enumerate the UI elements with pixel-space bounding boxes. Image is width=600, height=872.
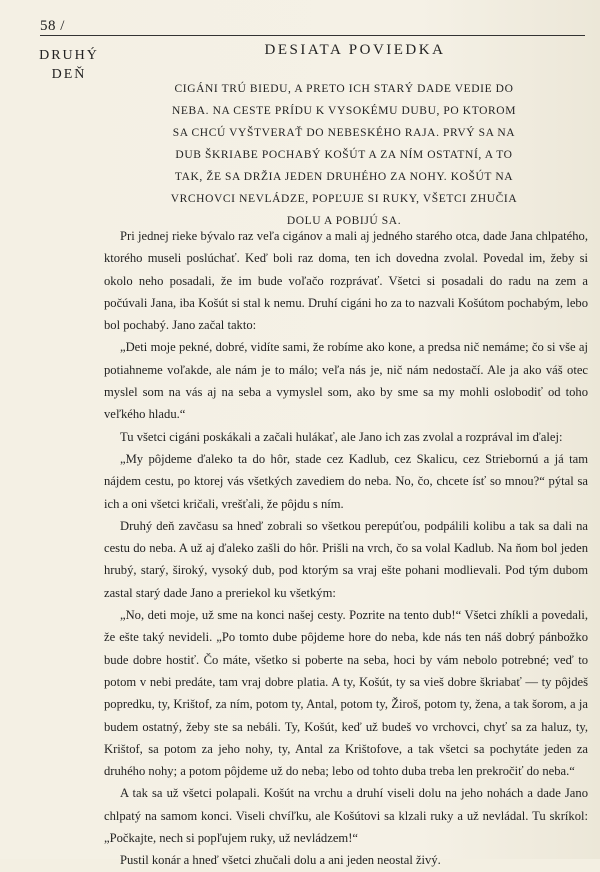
paragraph: Pustil konár a hneď všetci zhučali dolu a ani jeden neostal živý. — [120, 853, 441, 868]
paragraph: A tak sa už všetci polapali. Košút na vrchu a druhí viseli dolu na jeho nohách a dade Jano chlpatý na samom konci. Viseli chvíľku, ale Košútovi sa klzali ruky a už nevládal. Tu skríkol: „Počkajte, nech si popľujem ruky, už nevládzem!“ — [104, 786, 588, 846]
day-heading — [34, 46, 104, 84]
paragraph: „My pôjdeme ďaleko ta do hôr, stade cez Kadlub, cez Skalicu, cez Striebornú a já tam nájdem cestu, po ktorej vás všetkých zavediem do neba. No, čo, chcete ísť so mnou?“ pýtal sa ich a oni všetci kričali, vrešťali, že pôjdu s ním. — [104, 451, 588, 511]
story-title: DESIATA POVIEDKA — [264, 42, 446, 58]
paragraph: „Deti moje pekné, dobré, vidíte sami, že robíme ako kone, a predsa nič nemáme; čo si vše aj potiahneme voľakde, ale nám je to málo; veľa nás je, nič nám nedostačí. Ale ja ako váš otec myslel som na vás aj na seba a vymyslel som, ako by sme sa my mohli oslobodiť od toho veľkého hladu.“ — [104, 340, 588, 422]
day-heading-line-1: DRUHÝ — [39, 48, 99, 63]
paragraph: Pri jednej rieke bývalo raz veľa cigánov a mali aj jedného starého otca, dade Jana chlpatého, ktorého museli poslúchať. Keď boli raz doma, ten ich dovedna zvolal. Povedal im, žeby si okolo neho posadali, že im bude voľačo rozprávať. Všetci si posadali do radu na zem a počúvali Jana, iba Košút si stal k nemu. Druhí cigáni ho za to nazvali Košútom pochabým, lebo bol pochabý. Jano začal takto: — [104, 229, 588, 333]
paragraph: Druhý deň zavčasu sa hneď zobrali so všetkou perepúťou, podpálili kolibu a tak sa dali na cestu do neba. A už aj ďaleko zašli do hôr. Prišli na vrch, čo sa volal Kadlub. Na ňom bol jeden hrubý, starý, široký, vysoký dub, pod ktorým sa vraj ešte pohani modlievali. Pod tým dubom zastal starý dade Jano a preriekol ku všetkým: — [104, 518, 588, 600]
story-body — [104, 225, 588, 872]
header-rule — [40, 35, 585, 36]
page-number: 58 / — [40, 18, 65, 34]
paragraph: Tu všetci cigáni poskákali a začali hulákať, ale Jano ich zas zvolal a rozprával im ďalej: — [120, 429, 563, 444]
paragraph: „No, deti moje, už sme na konci našej cesty. Pozrite na tento dub!“ Všetci zhíkli a povedali, že ešte taký nevideli. „Po tomto dube pôjdeme hore do neba, kde nás ten náš dobrý pánbožko bude dobre hostiť. Čo máte, všetko si poberte na seba, hoci by vám nebolo potrebné; veď to potom v nebi predáte, tam vraj dobre platia. A ty, Košút, ty sa vieš dobre škriabať — ty pôjdeš popredku, ty, Krištof, za ním, potom ty, Antal, potom ty, Žiroš, potom ty, žena, a tak šorom, a ja budem ostatný, žeby ste sa nebáli. Ty, Košút, keď už budeš vo vrchovci, chyť sa za haluz, ty, Krištof, sa potom za jeho nohy, ty, Antal za Krištofove, a tak všetci sa pochytáte jeden za druhého nohy; a potom pôjdeme už do neba; lebo od tohto duba treba len prekročiť do neba.“ — [104, 608, 588, 779]
day-heading-line-2: DEŇ — [51, 67, 87, 82]
story-summary: CIGÁNI TRÚ BIEDU, A PRETO ICH STARÝ DADE VEDIE DO NEBA. NA CESTE PRÍDU K VYSOKÉMU DUBU, PO KTOROM SA CHCÚ VYŠTVERAŤ DO NEBESKÉHO RAJA. PRVÝ SA NA DUB ŠKRIABE POCHABÝ KOŠÚT A ZA NÍM OSTATNÍ, A TO TAK, ŽE SA DRŽIA JEDEN DRUHÉHO ZA NOHY. KOŠÚT NA VRCHOVCI NEVLÁDZE, POPĽUJE SI RUKY, VŠETCI ZHUČIA DOLU A POBIJÚ SA. — [170, 83, 518, 227]
